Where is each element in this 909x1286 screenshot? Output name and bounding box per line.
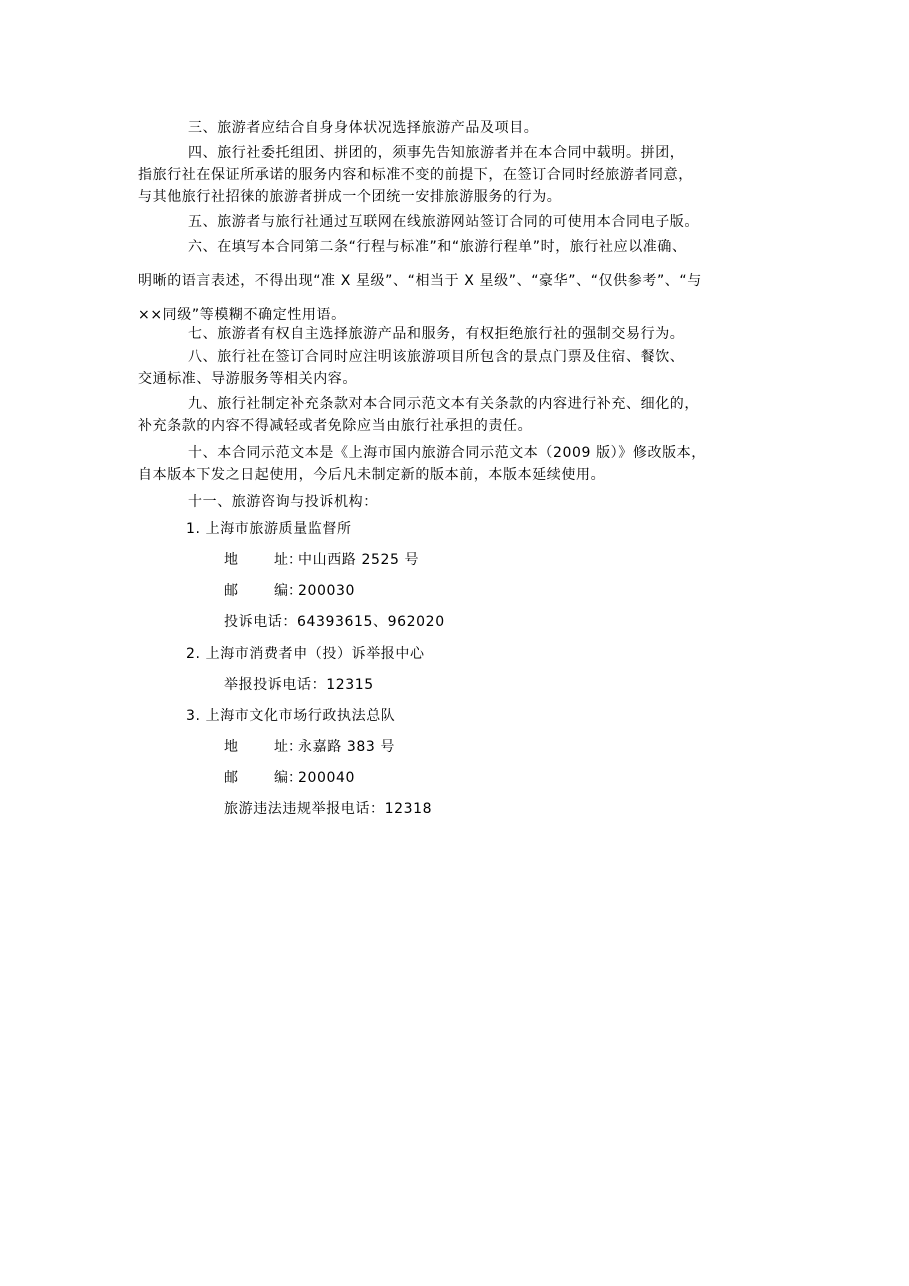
clause-11 <box>138 491 780 513</box>
contact-1-address-label-a: 地 <box>224 552 238 568</box>
contact-3-address <box>224 737 395 757</box>
contact-1-zip-value: 200030 <box>298 583 356 599</box>
contact-3-address-label-a: 地 <box>224 739 238 755</box>
clause-10-line-2: 自本版本下发之日起使用，今后凡未制定新的版本前，本版本延续使用。 <box>138 467 606 483</box>
clause-9-line-2: 补充条款的内容不得减轻或者免除应当由旅行社承担的责任。 <box>138 418 533 434</box>
clause-9-line-1: 九、旅行社制定补充条款对本合同示范文本有关条款的内容进行补充、细化的， <box>188 396 699 412</box>
clause-11-text: 十一、旅游咨询与投诉机构： <box>188 494 378 510</box>
clause-3-text: 三、旅游者应结合自身身体状况选择旅游产品及项目。 <box>188 120 539 136</box>
contact-1-title: 1. 上海市旅游质量监督所 <box>186 521 352 537</box>
contact-1-phone: 投诉电话：64393615、962020 <box>224 614 445 630</box>
contact-3-zip <box>224 768 355 788</box>
contact-1-address <box>224 550 419 570</box>
clause-4 <box>138 142 780 208</box>
clause-9 <box>138 393 780 437</box>
clause-4-line-1: 四、旅行社委托组团、拼团的，须事先告知旅游者并在本合同中载明。拼团， <box>188 145 685 161</box>
contact-3-phone: 旅游违法违规举报电话：12318 <box>224 801 433 817</box>
clause-6-line-3: ××同级”等模糊不确定性用语。 <box>138 307 346 323</box>
contact-1-address-label-b: 址： <box>274 552 302 568</box>
contact-1-zip-label-a: 邮 <box>224 583 238 599</box>
clause-7 <box>138 323 780 345</box>
contact-2-phone: 举报投诉电话：12315 <box>224 677 374 693</box>
contact-2-title: 2. 上海市消费者申（投）诉举报中心 <box>186 646 425 662</box>
contact-3-zip-label-a: 邮 <box>224 770 238 786</box>
clause-10 <box>138 442 780 486</box>
contact-3-title: 3. 上海市文化市场行政执法总队 <box>186 708 396 724</box>
clause-7-text: 七、旅游者有权自主选择旅游产品和服务，有权拒绝旅行社的强制交易行为。 <box>188 326 685 342</box>
clause-4-line-3: 与其他旅行社招徕的旅游者拼成一个团统一安排旅游服务的行为。 <box>138 189 562 205</box>
clause-3 <box>138 117 780 139</box>
contact-1-zip <box>224 581 355 601</box>
clause-5-text: 五、旅游者与旅行社通过互联网在线旅游网站签订合同的可使用本合同电子版。 <box>188 214 699 230</box>
clause-8-line-2: 交通标准、导游服务等相关内容。 <box>138 371 357 387</box>
clause-8 <box>138 346 780 390</box>
contact-3-zip-label-b: 编： <box>274 770 302 786</box>
contact-3-address-value: 永嘉路 383 号 <box>298 739 396 755</box>
contact-1-zip-label-b: 编： <box>274 583 302 599</box>
clause-8-line-1: 八、旅行社在签订合同时应注明该旅游项目所包含的景点门票及住宿、餐饮、 <box>188 349 685 365</box>
clause-6 <box>138 230 780 332</box>
clause-4-line-2: 指旅行社在保证所承诺的服务内容和标准不变的前提下，在签订合同时经旅游者同意， <box>138 167 693 183</box>
contact-3-zip-value: 200040 <box>298 770 356 786</box>
contact-3-address-label-b: 址： <box>274 739 302 755</box>
contact-1-address-value: 中山西路 2525 号 <box>298 552 420 568</box>
clause-6-line-2: 明晰的语言表述，不得出现“准 X 星级”、“相当于 X 星级”、“豪华”、“仅供参考”、“与 <box>138 273 702 289</box>
clause-6-line-1: 六、在填写本合同第二条“行程与标准”和“旅游行程单”时，旅行社应以准确、 <box>188 239 687 255</box>
clause-10-line-1: 十、本合同示范文本是《上海市国内旅游合同示范文本（2009 版）》修改版本， <box>188 445 706 461</box>
